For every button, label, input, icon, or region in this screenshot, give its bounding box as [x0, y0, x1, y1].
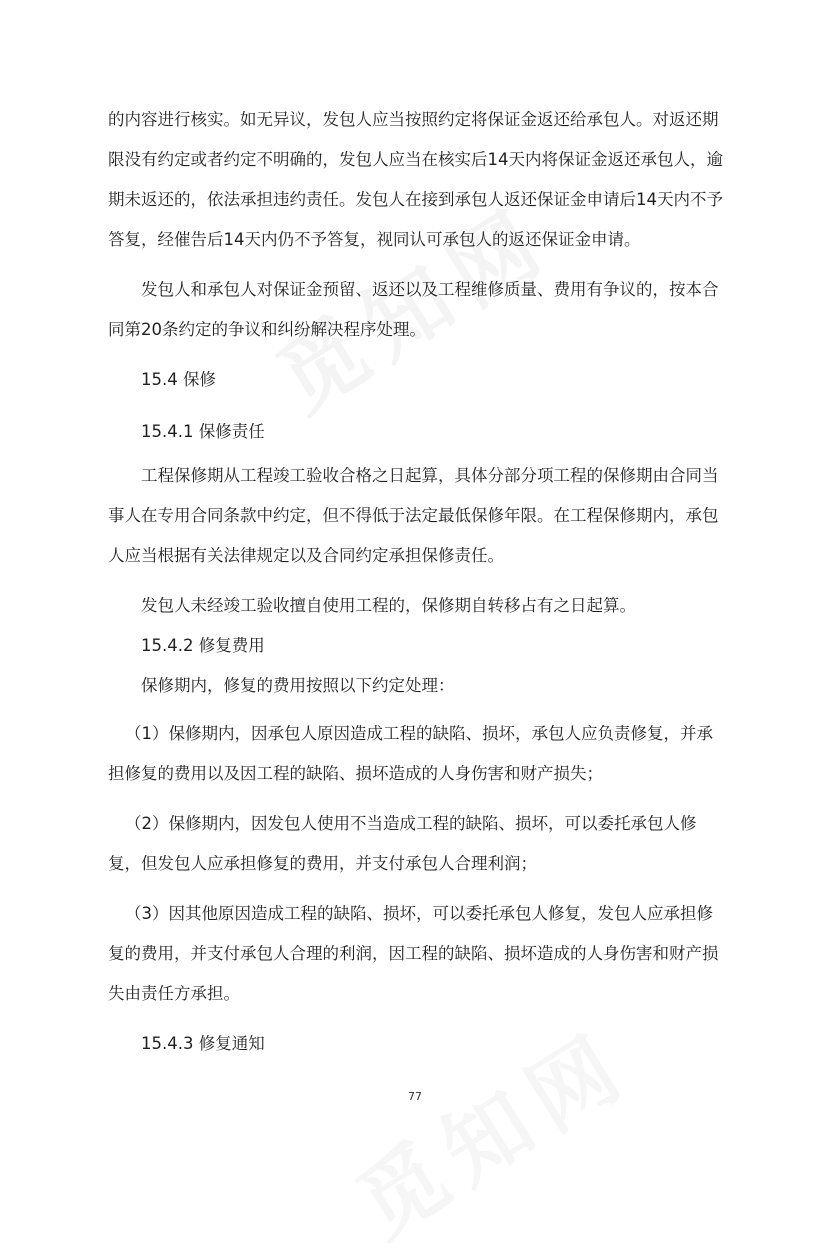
heading-15-4-2: 15.4.2 修复费用 — [141, 636, 265, 655]
page-number: 77 — [408, 1090, 422, 1103]
paragraph-deposit-dispute: 发包人和承包人对保证金预留、返还以及工程维修质量、费用有争议的，按本合同第20条约定的争议和纠纷解决程序处理。 — [108, 280, 719, 339]
document-body — [108, 100, 724, 1076]
paragraph-deposit-return: 的内容进行核实。如无异议，发包人应当按照约定将保证金返还给承包人。对返还期限没有约定或者约定不明确的，发包人应当在核实后14天内将保证金返还承包人，逾期未返还的，依法承担违约责任。发包人在接到承包人返还保证金申请后14天内不予答复，经催告后14天内仍不予答复，视同认可承包人的返还保证金申请。 — [108, 110, 723, 249]
paragraph-repair-costs-intro: 保修期内，修复的费用按照以下约定处理： — [141, 676, 455, 695]
heading-15-4: 15.4 保修 — [141, 370, 216, 389]
list-item-3: （3）因其他原因造成工程的缺陷、损坏，可以委托承包人修复，发包人应承担修复的费用，并支付承包人合理的利润，因工程的缺陷、损坏造成的人身伤害和财产损失由责任方承担。 — [108, 904, 719, 1003]
list-item-2: （2）保修期内，因发包人使用不当造成工程的缺陷、损坏，可以委托承包人修复，但发包人应承担修复的费用，并支付承包人合理利润； — [108, 814, 697, 873]
paragraph-warranty-period: 工程保修期从工程竣工验收合格之日起算，具体分部分项工程的保修期由合同当事人在专用合同条款中约定，但不得低于法定最低保修年限。在工程保修期内，承包人应当根据有关法律规定以及合同约定承担保修责任。 — [108, 466, 719, 565]
paragraph-warranty-start: 发包人未经竣工验收擅自使用工程的，保修期自转移占有之日起算。 — [141, 596, 636, 615]
list-item-1: （1）保修期内，因承包人原因造成工程的缺陷、损坏，承包人应负责修复，并承担修复的费用以及因工程的缺陷、损坏造成的人身伤害和财产损失； — [108, 724, 713, 783]
heading-15-4-1: 15.4.1 保修责任 — [141, 422, 265, 441]
heading-15-4-3: 15.4.3 修复通知 — [141, 1034, 265, 1053]
